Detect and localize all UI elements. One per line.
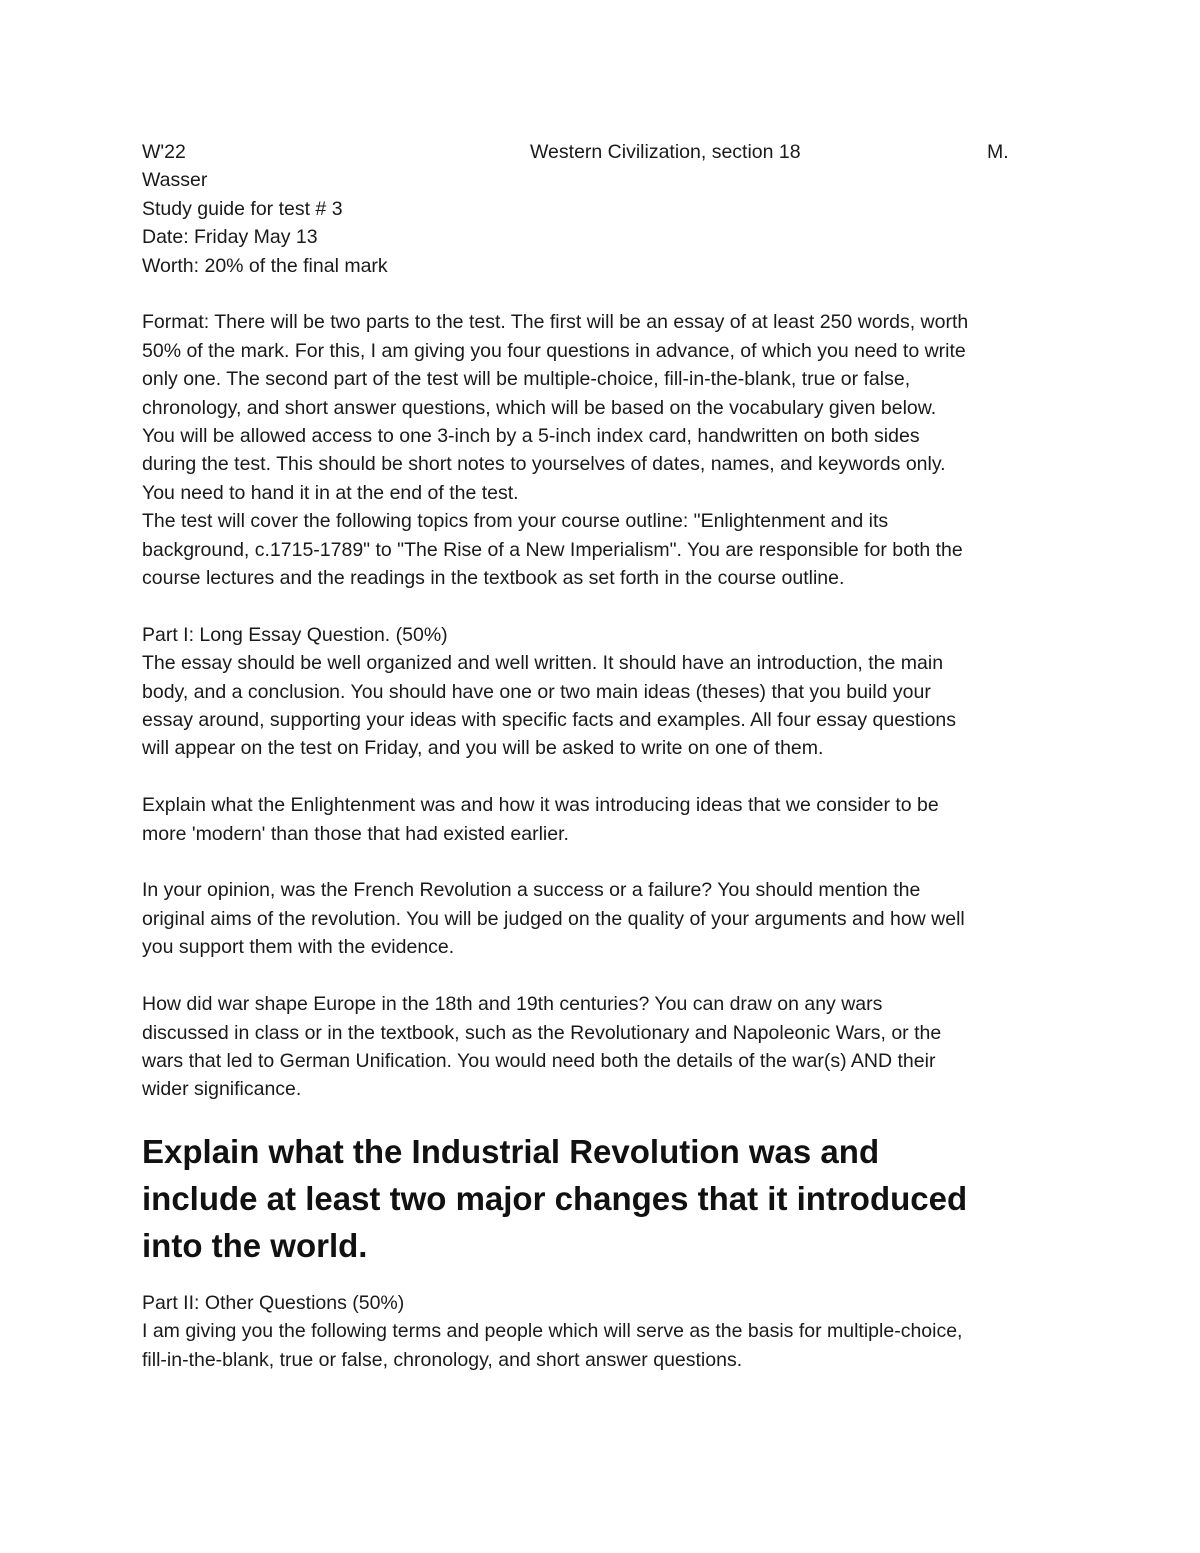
format-line: only one. The second part of the test will be multiple-choice, fill-in-the-blank, true or false,: [142, 368, 911, 391]
format-line: course lectures and the readings in the textbook as set forth in the course outline.: [142, 567, 845, 590]
part-one-heading: Part I: Long Essay Question. (50%): [142, 623, 448, 646]
document-page: [142, 138, 1072, 1374]
essay-question-1: [142, 791, 1072, 848]
instructor-surname: Wasser: [142, 169, 208, 192]
test-worth: Worth: 20% of the final mark: [142, 254, 388, 277]
spacer: [142, 1104, 1072, 1128]
part-one-line: essay around, supporting your ideas with specific facts and examples. All four essay questions: [142, 709, 957, 732]
question-line: Explain what the Enlightenment was and how it was introducing ideas that we consider to be: [142, 794, 939, 817]
question-line: wars that led to German Unification. You would need both the details of the war(s) AND their: [142, 1049, 936, 1072]
format-line: You need to hand it in at the end of the test.: [142, 481, 519, 504]
term-label: W'22: [142, 141, 186, 163]
question-line: wider significance.: [142, 1078, 302, 1101]
document-title: Study guide for test # 3: [142, 197, 343, 220]
question-line: more 'modern' than those that had existed earlier.: [142, 822, 569, 845]
part-two-section: [142, 1289, 1072, 1374]
question-line: Explain what the Industrial Revolution was and: [142, 1132, 880, 1170]
part-two-heading: Part II: Other Questions (50%): [142, 1291, 405, 1314]
format-line: You will be allowed access to one 3-inch by a 5-inch index card, handwritten on both sides: [142, 425, 920, 448]
question-line: How did war shape Europe in the 18th and 19th centuries? You can draw on any wars: [142, 993, 883, 1016]
question-line: discussed in class or in the textbook, such as the Revolutionary and Napoleonic Wars, or the: [142, 1021, 942, 1044]
format-line: 50% of the mark. For this, I am giving you four questions in advance, of which you need to write: [142, 339, 966, 362]
format-line: chronology, and short answer questions, which will be based on the vocabulary given below.: [142, 396, 937, 419]
test-date: Date: Friday May 13: [142, 226, 318, 249]
spacer: [142, 763, 1072, 791]
spacer: [142, 280, 1072, 308]
instructor-initial: M.: [987, 141, 1009, 163]
essay-question-4: [142, 1128, 1072, 1269]
spacer: [142, 1269, 1072, 1289]
course-title: Western Civilization, section 18: [530, 141, 801, 163]
format-line: during the test. This should be short notes to yourselves of dates, names, and keywords only.: [142, 453, 946, 476]
spacer: [142, 592, 1072, 620]
part-one-line: will appear on the test on Friday, and you will be asked to write on one of them.: [142, 737, 824, 760]
question-line: include at least two major changes that it introduced: [142, 1179, 968, 1217]
format-line: background, c.1715-1789" to "The Rise of a New Imperialism". You are responsible for both the: [142, 538, 963, 561]
question-line: you support them with the evidence.: [142, 936, 455, 959]
essay-question-3: [142, 990, 1072, 1104]
question-line: In your opinion, was the French Revolution a success or a failure? You should mention the: [142, 879, 921, 902]
format-line: The test will cover the following topics from your course outline: "Enlightenment and its: [142, 510, 889, 533]
question-line: original aims of the revolution. You will be judged on the quality of your arguments and how well: [142, 907, 965, 930]
part-one-section: [142, 621, 1072, 763]
part-two-line: fill-in-the-blank, true or false, chronology, and short answer questions.: [142, 1348, 743, 1371]
spacer: [142, 962, 1072, 990]
format-line: Format: There will be two parts to the test. The first will be an essay of at least 250 words, worth: [142, 311, 969, 334]
spacer: [142, 848, 1072, 876]
part-one-line: The essay should be well organized and well written. It should have an introduction, the main: [142, 652, 944, 675]
document-header: [142, 138, 1072, 166]
part-one-line: body, and a conclusion. You should have one or two main ideas (theses) that you build your: [142, 680, 931, 703]
essay-question-2: [142, 876, 1072, 961]
part-two-line: I am giving you the following terms and people which will serve as the basis for multiple-choice,: [142, 1320, 963, 1343]
format-paragraph: [142, 308, 1072, 592]
question-line: into the world.: [142, 1226, 368, 1264]
